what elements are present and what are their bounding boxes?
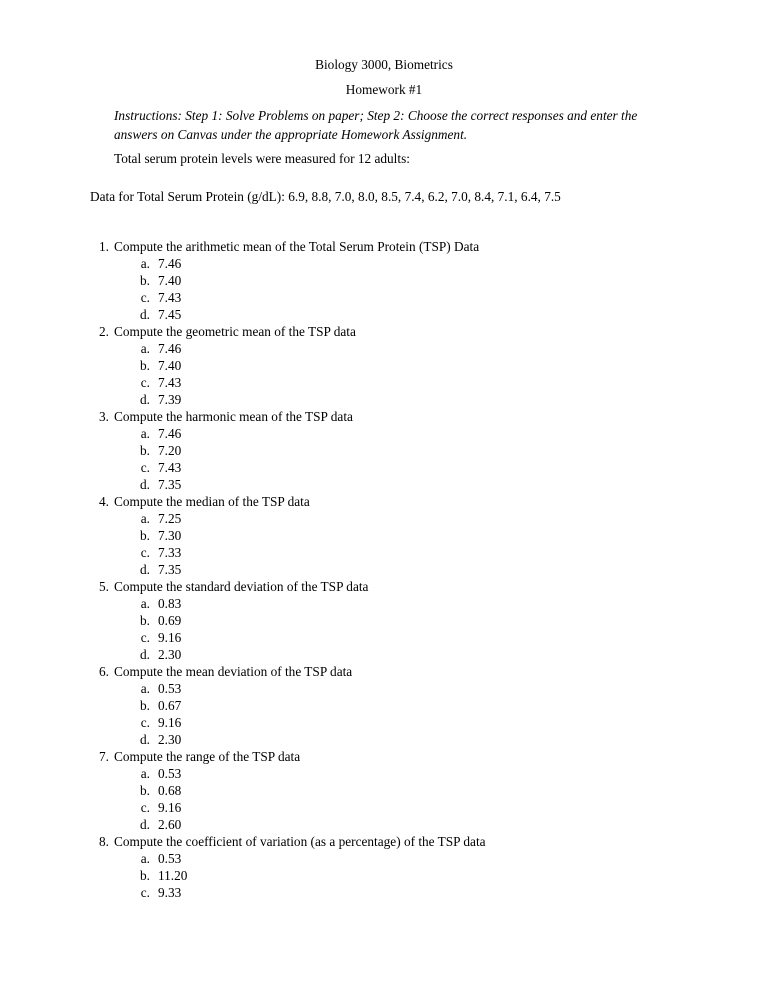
- question-item: [0, 748, 768, 765]
- answer-option: [0, 680, 768, 697]
- option-letter: a.: [140, 426, 150, 441]
- option-value: 7.46: [158, 341, 182, 356]
- option-letter: b.: [140, 443, 150, 458]
- option-value: 7.45: [158, 307, 182, 322]
- option-letter: a.: [140, 341, 150, 356]
- option-letter: b.: [140, 528, 150, 543]
- option-letter: b.: [140, 698, 150, 713]
- answer-option: [0, 510, 768, 527]
- answer-option: [0, 612, 768, 629]
- answer-option: [0, 765, 768, 782]
- option-letter: b.: [140, 783, 150, 798]
- option-value: 7.43: [158, 460, 182, 475]
- option-letter: d.: [140, 647, 150, 662]
- answer-option: [0, 391, 768, 408]
- option-value: 9.16: [158, 630, 182, 645]
- question-item: [0, 493, 768, 510]
- question-item: [0, 663, 768, 680]
- question-text: Compute the range of the TSP data: [114, 749, 301, 764]
- option-letter: c.: [140, 545, 150, 560]
- question-number: 5.: [99, 579, 109, 594]
- question-number: 8.: [99, 834, 109, 849]
- option-value: 0.53: [158, 681, 182, 696]
- answer-option: [0, 782, 768, 799]
- option-value: 0.53: [158, 851, 182, 866]
- question-number: 2.: [99, 324, 109, 339]
- option-letter: b.: [140, 868, 150, 883]
- answer-option: [0, 459, 768, 476]
- course-title: Biology 3000, Biometrics: [315, 57, 453, 72]
- answer-option: [0, 595, 768, 612]
- option-letter: d.: [140, 307, 150, 322]
- option-letter: d.: [140, 477, 150, 492]
- answer-option: [0, 850, 768, 867]
- option-value: 7.25: [158, 511, 182, 526]
- option-value: 7.20: [158, 443, 182, 458]
- option-value: 0.83: [158, 596, 182, 611]
- question-number: 7.: [99, 749, 109, 764]
- question-text: Compute the coefficient of variation (as a percentage) of the TSP data: [114, 834, 486, 849]
- intro-text: Total serum protein levels were measured for 12 adults:: [114, 151, 410, 166]
- option-letter: d.: [140, 732, 150, 747]
- question-text: Compute the median of the TSP data: [114, 494, 310, 509]
- answer-option: [0, 476, 768, 493]
- instructions-text: Instructions: Step 1: Solve Problems on paper; Step 2: Choose the correct responses and enter the answers on Canvas under the appropriate Homework Assignment.: [114, 108, 638, 142]
- question-text: Compute the mean deviation of the TSP data: [114, 664, 353, 679]
- option-letter: c.: [140, 630, 150, 645]
- option-letter: b.: [140, 273, 150, 288]
- option-letter: a.: [140, 511, 150, 526]
- option-value: 2.60: [158, 817, 182, 832]
- answer-option: [0, 255, 768, 272]
- option-value: 7.39: [158, 392, 182, 407]
- question-number: 1.: [99, 239, 109, 254]
- answer-option: [0, 306, 768, 323]
- option-value: 7.35: [158, 562, 182, 577]
- option-letter: b.: [140, 613, 150, 628]
- answer-option: [0, 272, 768, 289]
- option-letter: c.: [140, 885, 150, 900]
- option-value: 9.33: [158, 885, 182, 900]
- answer-option: [0, 646, 768, 663]
- answer-option: [0, 527, 768, 544]
- option-value: 7.40: [158, 273, 182, 288]
- option-value: 7.35: [158, 477, 182, 492]
- question-text: Compute the standard deviation of the TSP data: [114, 579, 369, 594]
- question-list: [0, 238, 768, 901]
- option-value: 7.46: [158, 426, 182, 441]
- option-letter: c.: [140, 460, 150, 475]
- question-number: 6.: [99, 664, 109, 679]
- answer-option: [0, 425, 768, 442]
- option-letter: a.: [140, 596, 150, 611]
- option-letter: a.: [140, 766, 150, 781]
- option-letter: b.: [140, 358, 150, 373]
- option-value: 7.46: [158, 256, 182, 271]
- answer-option: [0, 561, 768, 578]
- option-value: 0.69: [158, 613, 182, 628]
- question-item: [0, 408, 768, 425]
- option-value: 2.30: [158, 732, 182, 747]
- answer-option: [0, 289, 768, 306]
- answer-option: [0, 799, 768, 816]
- data-line: Data for Total Serum Protein (g/dL): 6.9, 8.8, 7.0, 8.0, 8.5, 7.4, 6.2, 7.0, 8.4, 7.1, 6.4, 7.5: [90, 189, 561, 204]
- answer-option: [0, 714, 768, 731]
- answer-option: [0, 731, 768, 748]
- option-letter: c.: [140, 800, 150, 815]
- option-value: 7.30: [158, 528, 182, 543]
- option-letter: d.: [140, 817, 150, 832]
- answer-option: [0, 629, 768, 646]
- option-letter: c.: [140, 375, 150, 390]
- option-value: 0.67: [158, 698, 182, 713]
- option-letter: a.: [140, 851, 150, 866]
- question-text: Compute the geometric mean of the TSP data: [114, 324, 356, 339]
- answer-option: [0, 442, 768, 459]
- option-value: 7.43: [158, 375, 182, 390]
- answer-option: [0, 816, 768, 833]
- option-value: 7.40: [158, 358, 182, 373]
- option-value: 7.33: [158, 545, 182, 560]
- option-value: 0.68: [158, 783, 182, 798]
- question-item: [0, 238, 768, 255]
- question-text: Compute the harmonic mean of the TSP data: [114, 409, 353, 424]
- option-letter: a.: [140, 256, 150, 271]
- question-text: Compute the arithmetic mean of the Total Serum Protein (TSP) Data: [114, 239, 480, 254]
- assignment-title: Homework #1: [345, 82, 423, 97]
- option-letter: a.: [140, 681, 150, 696]
- option-value: 2.30: [158, 647, 182, 662]
- answer-option: [0, 357, 768, 374]
- option-value: 9.16: [158, 715, 182, 730]
- question-number: 3.: [99, 409, 109, 424]
- question-item: [0, 578, 768, 595]
- answer-option: [0, 884, 768, 901]
- option-value: 0.53: [158, 766, 182, 781]
- question-item: [0, 833, 768, 850]
- option-letter: c.: [140, 290, 150, 305]
- option-letter: d.: [140, 392, 150, 407]
- answer-option: [0, 544, 768, 561]
- answer-option: [0, 867, 768, 884]
- option-letter: d.: [140, 562, 150, 577]
- option-value: 11.20: [158, 868, 188, 883]
- option-value: 9.16: [158, 800, 182, 815]
- answer-option: [0, 374, 768, 391]
- answer-option: [0, 697, 768, 714]
- option-value: 7.43: [158, 290, 182, 305]
- answer-option: [0, 340, 768, 357]
- option-letter: c.: [140, 715, 150, 730]
- question-item: [0, 323, 768, 340]
- question-number: 4.: [99, 494, 109, 509]
